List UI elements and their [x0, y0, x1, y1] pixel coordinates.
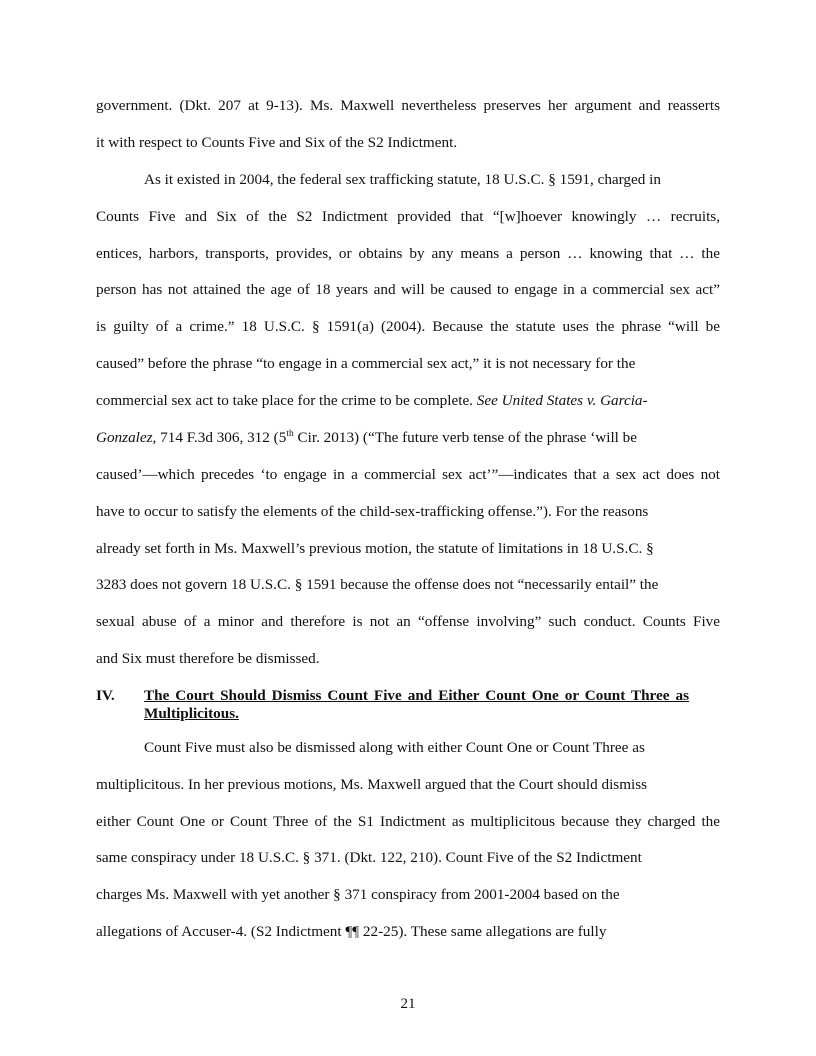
section-heading-line-2: Multiplicitous.	[144, 705, 239, 722]
para3-line-2: multiplicitous. In her previous motions, Ms. Maxwell argued that the Court should dismiss	[96, 776, 648, 793]
para2-line-7-text: commercial sex act to take place for the crime to be complete.	[96, 392, 477, 409]
para2-line-3: entices, harbors, transports, provides, or obtains by any means a person … knowing that … the	[96, 245, 720, 262]
para3-line-6: allegations of Accuser-4. (S2 Indictment ¶¶ 22-25). These same allegations are fully	[96, 923, 607, 940]
para3-line-5: charges Ms. Maxwell with yet another § 371 conspiracy from 2001-2004 based on the	[96, 886, 620, 903]
para2-line-1: As it existed in 2004, the federal sex trafficking statute, 18 U.S.C. § 1591, charged in	[144, 171, 661, 188]
para2-line-14: and Six must therefore be dismissed.	[96, 650, 320, 667]
para2-line-7	[96, 393, 648, 408]
para2-line-5: is guilty of a crime.” 18 U.S.C. § 1591(a) (2004). Because the statute uses the phrase “will be	[96, 318, 720, 335]
para2-line-9: caused’—which precedes ‘to engage in a commercial sex act’”—indicates that a sex act does not	[96, 466, 720, 483]
citation-parenthetical: Cir. 2013) (“The future verb tense of the phrase ‘will be	[293, 429, 638, 446]
para1-line-2: it with respect to Counts Five and Six of the S2 Indictment.	[96, 134, 458, 151]
para3-line-3: either Count One or Count Three of the S1 Indictment as multiplicitous because they charged the	[96, 813, 720, 830]
case-name-italic: Gonzalez	[96, 429, 153, 446]
section-number: IV.	[96, 687, 115, 704]
ordinal-superscript: th	[286, 429, 294, 439]
citation-reporter: , 714 F.3d 306, 312 (5	[152, 429, 287, 446]
para3-line-4: same conspiracy under 18 U.S.C. § 371. (Dkt. 122, 210). Count Five of the S2 Indictment	[96, 849, 642, 866]
para1-line-1: government. (Dkt. 207 at 9-13). Ms. Maxwell nevertheless preserves her argument and reasserts	[96, 97, 720, 114]
para2-line-10: have to occur to satisfy the elements of the child-sex-trafficking offense.”). For the reasons	[96, 503, 649, 520]
para2-line-8	[96, 430, 637, 445]
para2-line-13: sexual abuse of a minor and therefore is not an “offense involving” such conduct. Counts Five	[96, 613, 720, 630]
para2-line-6: caused” before the phrase “to engage in a commercial sex act,” it is not necessary for the	[96, 355, 636, 372]
case-citation-italic: See United States v. Garcia-	[476, 392, 648, 409]
page-number: 21	[400, 995, 416, 1012]
para2-line-2: Counts Five and Six of the S2 Indictment provided that “[w]hoever knowingly … recruits,	[96, 208, 720, 225]
para3-line-1: Count Five must also be dismissed along with either Count One or Count Three as	[144, 739, 645, 756]
para2-line-11: already set forth in Ms. Maxwell’s previous motion, the statute of limitations in 18 U.S.C. §	[96, 540, 654, 557]
para2-line-4: person has not attained the age of 18 years and will be caused to engage in a commercial sex act”	[96, 281, 720, 298]
section-heading-line-1: The Court Should Dismiss Count Five and Either Count One or Count Three as	[144, 687, 689, 704]
para2-line-12: 3283 does not govern 18 U.S.C. § 1591 because the offense does not “necessarily entail” the	[96, 576, 659, 593]
